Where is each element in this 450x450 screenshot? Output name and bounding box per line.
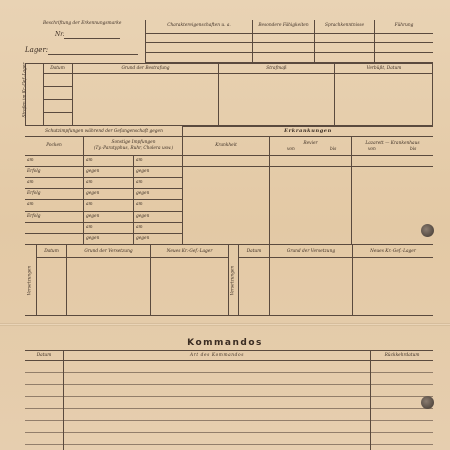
impf-cell-b: gegen [86,191,100,197]
impf-cell-a: Erfolg [27,213,41,219]
page-fold [0,323,450,326]
impf-cell-a: Erfolg [27,169,41,175]
impf-cell-c: am [136,158,143,163]
impf-cell-b: gegen [86,213,100,219]
sprach-header: Sprachkenntnisse [325,23,364,28]
impf-cell-a: am [27,180,34,186]
impf-cell-c: am [136,180,143,186]
impf-cell-b: am [86,158,93,163]
pocken-header: Pocken [46,143,62,148]
impf-cell-a: am [27,158,34,163]
strafen-side-label: Strafen im Kr.-Gef.-Lager [22,62,28,118]
strafen-datum-header: Datum [50,66,65,71]
lager-label: Lager: [25,46,49,54]
impf-cell-c: am [136,202,143,208]
impf-cell-c: gegen [136,191,150,197]
impf-cell-b: gegen [86,169,100,175]
impf-row-line [25,188,183,189]
vers-grund-left: Grund der Versetzung [84,249,133,254]
nr-line [64,38,120,39]
impf-row-line [25,166,183,167]
lager-line [48,54,138,55]
versetzungen-side-left: Versetzungen [27,265,33,296]
impf-row-line [25,211,183,212]
impf-cell-b: am [86,224,93,230]
kommandos-art-header: Art des Kommandos [189,353,245,358]
impf-cell-b: am [86,180,93,186]
sonstige-header-1: Sonstige Impfungen [111,140,156,145]
impf-cell-b: gegen [86,235,100,241]
nr-label: Nr. [55,31,65,38]
lazarett-von: von [368,147,376,152]
impf-cell-b: am [86,202,93,208]
impf-row-line [25,222,183,223]
kommandos-title: Kommandos [187,338,263,348]
revier-header: Revier [303,141,318,146]
impf-row-line [25,199,183,200]
strafen-strafmass-header: Strafmaß [266,66,287,71]
lazarett-header: Lazarett — Krankenhaus [365,141,420,146]
revier-von: von [287,147,295,152]
kommandos-rueckkehr-header: Rückkehrdatum [384,353,420,358]
impf-header: Schutzimpfungen während der Gefangenschaft gegen [45,129,163,134]
vers-datum-left: Datum [44,249,59,254]
fuehrung-header: Führung [394,23,414,28]
vers-neues-right: Neues Kr.-Gef.-Lager [370,249,416,254]
kommandos-datum-header: Datum [36,353,52,358]
krankheit-header: Krankheit [215,143,237,148]
versetzungen-table [25,244,433,316]
vers-grund-right: Grund der Versetzung [286,249,336,254]
lazarett-bis: bis [410,147,417,152]
punch-hole-lower [421,396,434,409]
vers-datum-right: Datum [246,249,262,254]
impf-cell-a: Erfolg [27,191,41,197]
vers-neues-left: Neues Kr.-Gef.-Lager [166,249,213,254]
strafen-verbuesst-header: Verbüßt, Datum [366,66,402,71]
charakter-header: Charaktereigenschaften u. a. [167,23,231,28]
kommandos-table [25,350,433,450]
impf-cell-c: gegen [136,213,150,219]
impf-cell-c: am [136,224,143,230]
impf-row-line [25,177,183,178]
impf-cell-c: gegen [136,169,150,175]
erkrankungen-header: Erkrankungen [284,128,332,134]
strafen-grund-header: Grund der Bestrafung [121,66,170,71]
impf-cell-c: gegen [136,235,150,241]
faehigkeiten-header: Besondere Fähigkeiten [258,23,309,28]
sonstige-header-2: (Ty.-Paratyphus, Ruhr, Cholera usw.) [93,146,174,151]
versetzungen-side-right: Versetzungen [230,265,236,296]
revier-bis: bis [330,147,337,152]
punch-hole-upper [421,224,434,237]
impf-row-line [25,233,183,234]
erkennungsmarke-label: Beschriftung der Erkennungsmarke [43,21,122,26]
impf-cell-a: am [27,202,34,208]
